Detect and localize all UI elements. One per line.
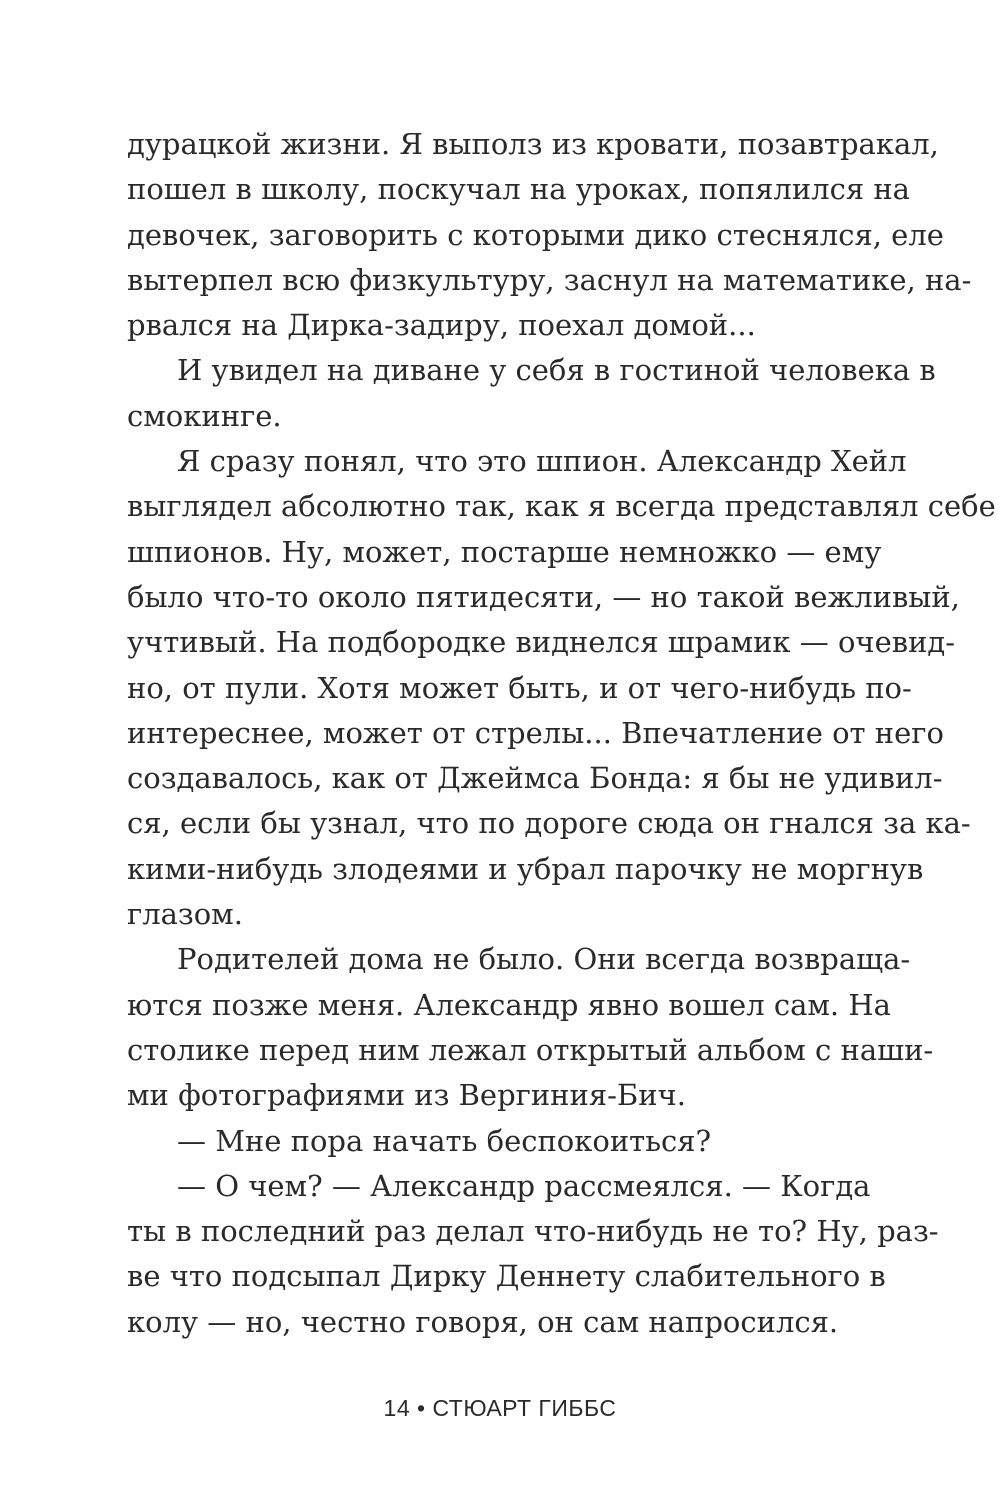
text-line: кими-нибудь злодеями и убрал парочку не моргнув [127, 851, 924, 886]
text-line: И увидел на диване у себя в гостиной человека в [177, 353, 936, 388]
text-line: ся, если бы узнал, что по дороге сюда он гнался за ка- [127, 806, 971, 841]
text-line: Я сразу понял, что это шпион. Александр Хейл [177, 444, 907, 479]
text-line: — Мне пора начать беспокоиться? [177, 1123, 712, 1158]
text-line: Родителей дома не было. Они всегда возвраща- [177, 942, 911, 977]
text-line: столике перед ним лежал открытый альбом с наши- [127, 1032, 934, 1067]
text-line: смокинге. [127, 398, 282, 433]
text-line: пошел в школу, поскучал на уроках, попялился на [127, 172, 910, 207]
text-line: вытерпел всю физкультуру, заснул на математике, на- [127, 262, 972, 297]
text-line: выглядел абсолютно так, как я всегда представлял себе [127, 489, 996, 524]
text-line: ве что подсыпал Дирку Деннету слабительного в [127, 1259, 886, 1294]
text-line: девочек, заговорить с которыми дико стеснялся, еле [127, 217, 944, 252]
text-line: колу — но, честно говоря, он сам напросился. [127, 1304, 839, 1339]
text-line: интереснее, может от стрелы... Впечатление от него [127, 715, 944, 750]
text-line: ми фотографиями из Вергиния-Бич. [127, 1078, 686, 1113]
text-line: дурацкой жизни. Я выполз из кровати, позавтракал, [127, 127, 939, 161]
body-text [127, 122, 996, 1345]
text-line: учтивый. На подбородке виднелся шрамик — очевид- [127, 625, 956, 660]
text-line: ты в последний раз делал что-нибудь не то? Ну, раз- [127, 1214, 939, 1249]
page-footer: 14 • СТЮАРТ ГИББС [383, 1395, 617, 1421]
text-line: шпионов. Ну, может, постарше немножко — ему [127, 534, 882, 569]
text-line: — О чем? — Александр рассмеялся. — Когда [177, 1168, 871, 1203]
text-line: глазом. [127, 897, 243, 932]
text-line: было что-то около пятидесяти, — но такой вежливый, [127, 579, 960, 614]
text-line: но, от пули. Хотя может быть, и от чего-нибудь по- [127, 670, 912, 705]
text-line: рвался на Дирка-задиру, поехал домой... [127, 308, 756, 343]
text-line: создавалось, как от Джеймса Бонда: я бы не удивил- [127, 761, 943, 796]
text-line: ются позже меня. Александр явно вошел сам. На [127, 987, 891, 1022]
